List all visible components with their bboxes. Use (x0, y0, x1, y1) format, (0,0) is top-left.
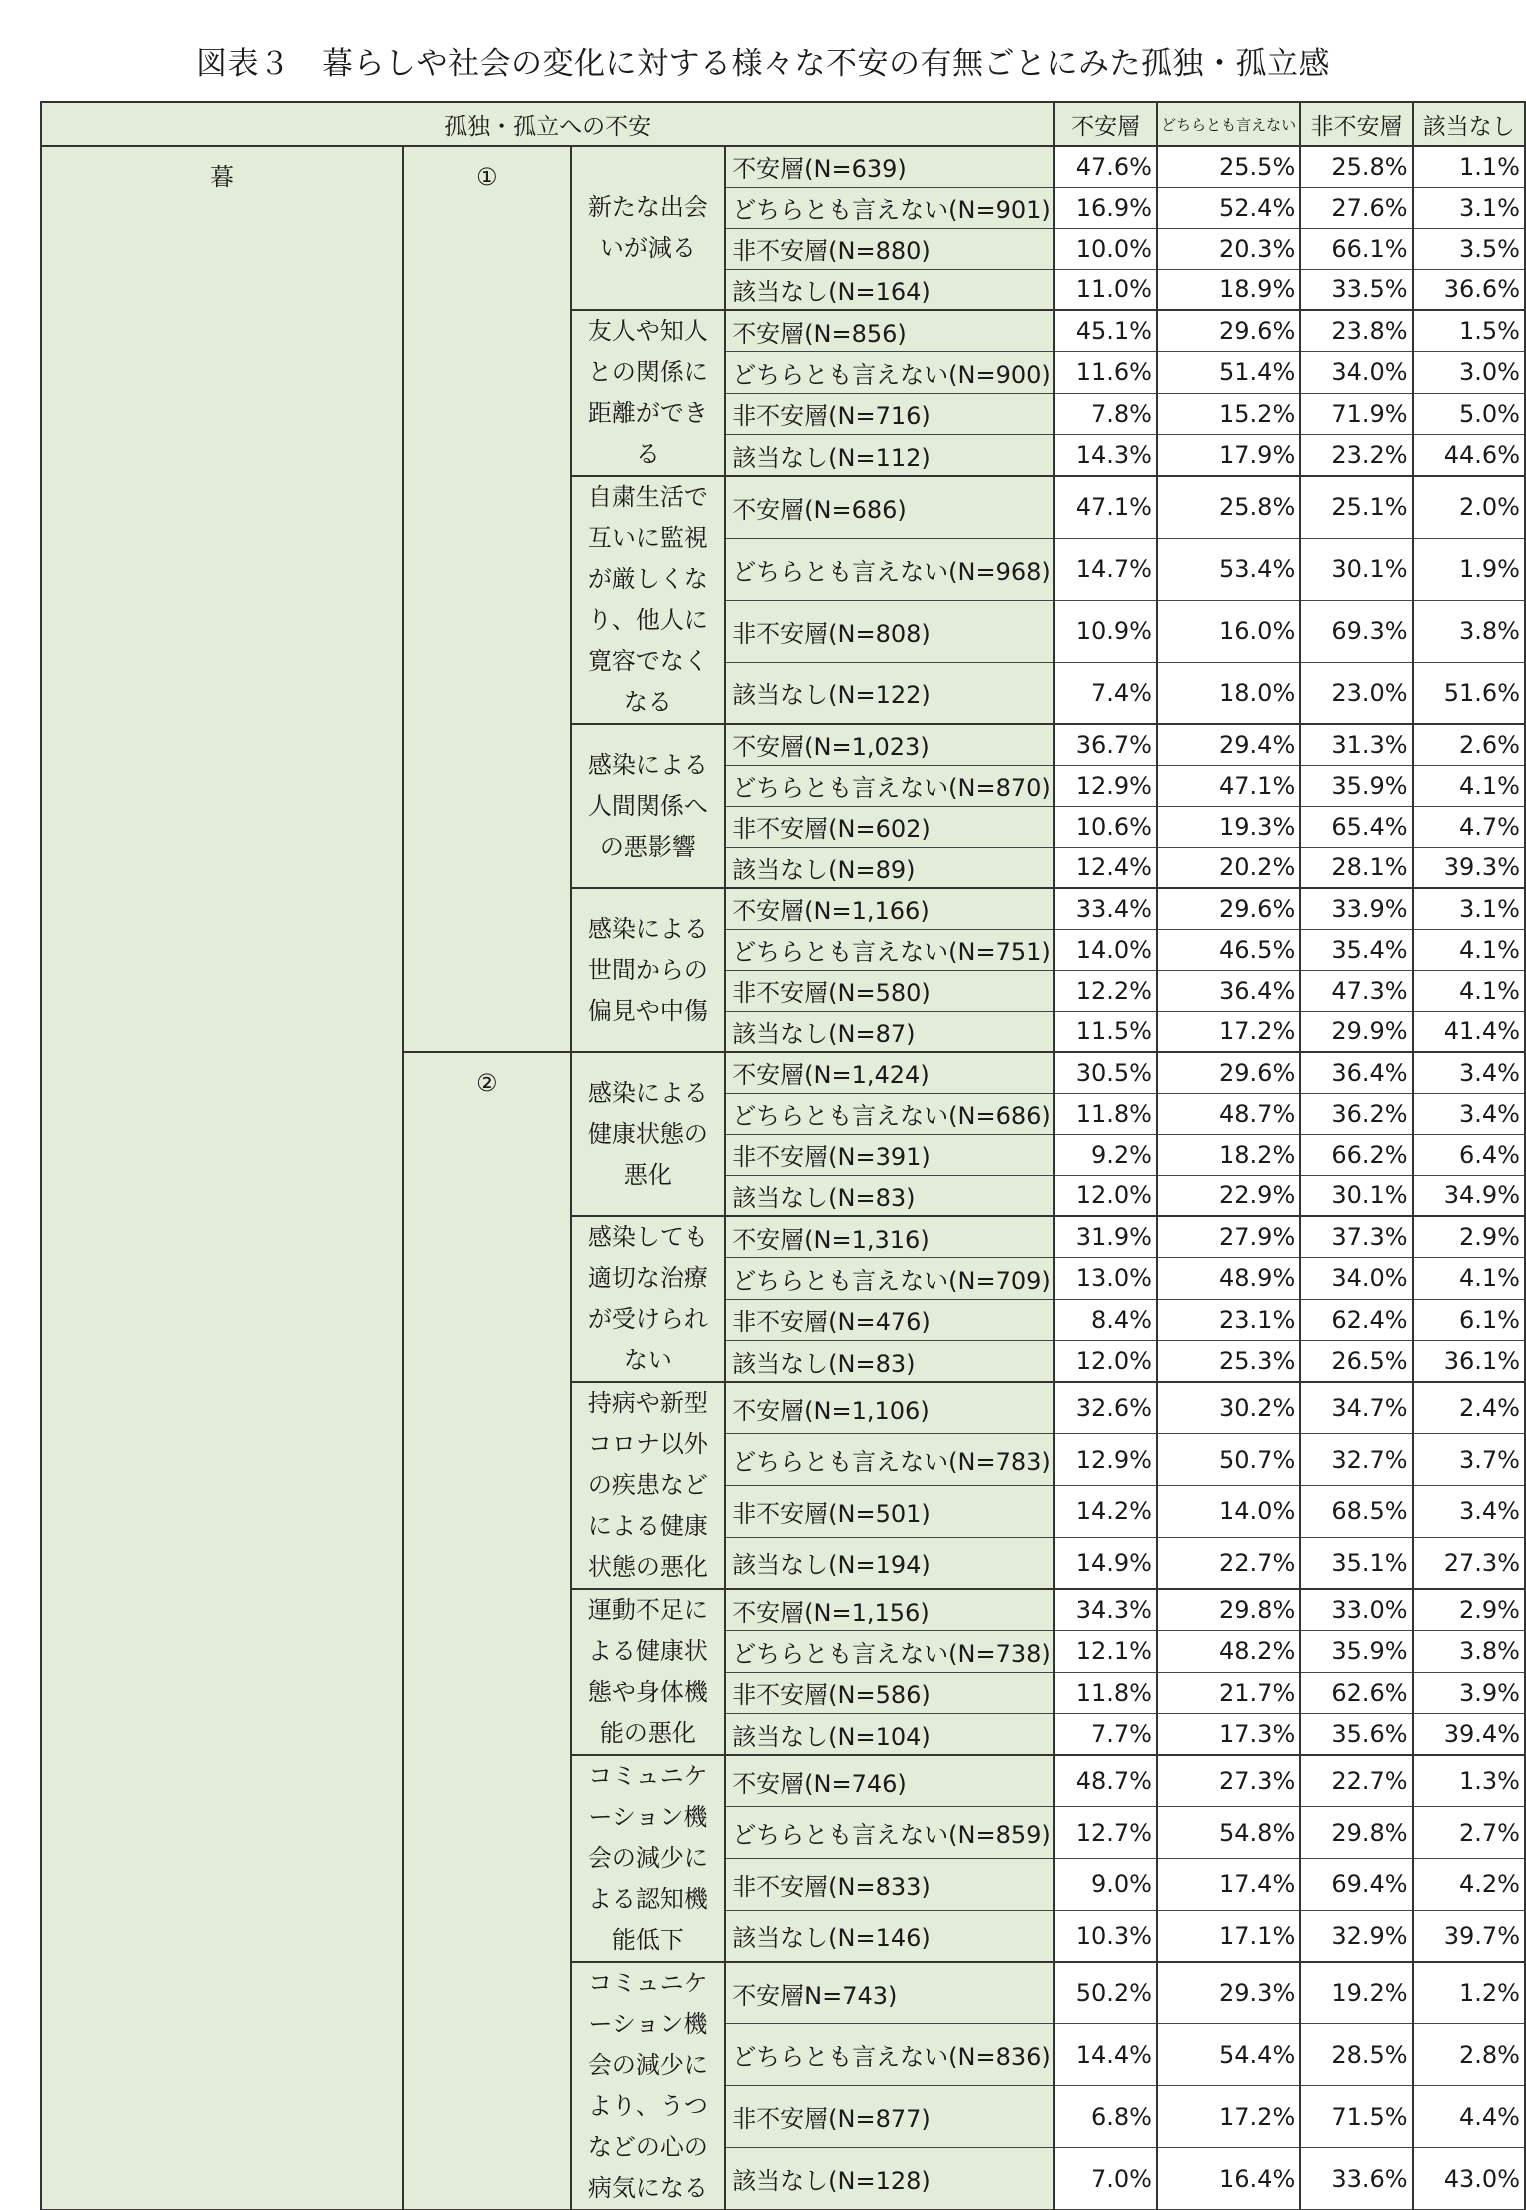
table-row (41, 146, 1525, 187)
value-cell: 6.1% (1413, 1299, 1525, 1341)
segment-label: 該当なし(N=128) (725, 2148, 1054, 2210)
value-cell: 34.9% (1413, 1175, 1525, 1216)
segment-label: 不安層(N=686) (725, 476, 1054, 538)
value-cell: 62.4% (1300, 1299, 1412, 1341)
segment-label: 非不安層(N=391) (725, 1134, 1054, 1175)
value-cell: 35.6% (1300, 1714, 1412, 1756)
value-cell: 36.4% (1157, 970, 1300, 1011)
value-cell: 25.8% (1300, 146, 1412, 187)
value-cell: 9.0% (1054, 1859, 1157, 1911)
value-cell: 33.9% (1300, 888, 1412, 929)
value-cell: 37.3% (1300, 1216, 1412, 1258)
value-cell: 4.7% (1413, 806, 1525, 847)
value-cell: 50.2% (1054, 1962, 1157, 2024)
value-cell: 46.5% (1157, 929, 1300, 970)
value-cell: 11.5% (1054, 1011, 1157, 1052)
value-cell: 16.0% (1157, 600, 1300, 662)
segment-label: 非不安層(N=716) (725, 393, 1054, 435)
segment-label: 該当なし(N=146) (725, 1910, 1054, 1962)
value-cell: 26.5% (1300, 1341, 1412, 1383)
segment-label: 不安層(N=1,156) (725, 1589, 1054, 1631)
value-cell: 11.0% (1054, 269, 1157, 310)
value-cell: 48.2% (1157, 1631, 1300, 1673)
value-cell: 47.1% (1054, 476, 1157, 538)
value-cell: 9.2% (1054, 1134, 1157, 1175)
value-cell: 2.9% (1413, 1589, 1525, 1631)
value-cell: 8.4% (1054, 1299, 1157, 1341)
value-cell: 10.9% (1054, 600, 1157, 662)
value-cell: 2.6% (1413, 724, 1525, 765)
value-cell: 22.9% (1157, 1175, 1300, 1216)
value-cell: 1.3% (1413, 1755, 1525, 1807)
value-cell: 43.0% (1413, 2148, 1525, 2210)
value-cell: 7.4% (1054, 662, 1157, 724)
item-label: 持病や新型コロナ以外の疾患などによる健康状態の悪化 (571, 1382, 726, 1589)
value-cell: 29.8% (1157, 1589, 1300, 1631)
value-cell: 71.9% (1300, 393, 1412, 435)
segment-label: 該当なし(N=83) (725, 1341, 1054, 1383)
value-cell: 4.1% (1413, 929, 1525, 970)
segment-label: 不安層(N=1,424) (725, 1052, 1054, 1093)
value-cell: 18.0% (1157, 662, 1300, 724)
value-cell: 3.8% (1413, 600, 1525, 662)
header-row-label: 孤独・孤立への不安 (41, 102, 1054, 146)
value-cell: 19.2% (1300, 1962, 1412, 2024)
value-cell: 25.8% (1157, 476, 1300, 538)
segment-label: 不安層(N=1,166) (725, 888, 1054, 929)
value-cell: 29.8% (1300, 1807, 1412, 1859)
value-cell: 2.7% (1413, 1807, 1525, 1859)
value-cell: 2.4% (1413, 1382, 1525, 1434)
header-col-neutral: どちらとも言えない (1157, 102, 1300, 146)
header-col-not-applicable: 該当なし (1413, 102, 1525, 146)
value-cell: 4.1% (1413, 970, 1525, 1011)
value-cell: 1.2% (1413, 1962, 1525, 2024)
value-cell: 30.1% (1300, 538, 1412, 600)
value-cell: 28.1% (1300, 847, 1412, 888)
value-cell: 32.6% (1054, 1382, 1157, 1434)
segment-label: 該当なし(N=194) (725, 1537, 1054, 1589)
value-cell: 25.3% (1157, 1341, 1300, 1383)
category-label: ② (403, 1052, 571, 2210)
value-cell: 35.9% (1300, 765, 1412, 806)
value-cell: 33.4% (1054, 888, 1157, 929)
value-cell: 52.4% (1157, 187, 1300, 228)
value-cell: 20.3% (1157, 228, 1300, 269)
value-cell: 48.7% (1054, 1755, 1157, 1807)
segment-label: 該当なし(N=122) (725, 662, 1054, 724)
segment-label: 該当なし(N=83) (725, 1175, 1054, 1216)
value-cell: 39.7% (1413, 1910, 1525, 1962)
value-cell: 3.8% (1413, 1631, 1525, 1673)
value-cell: 12.4% (1054, 847, 1157, 888)
value-cell: 4.1% (1413, 765, 1525, 806)
value-cell: 23.2% (1300, 435, 1412, 477)
value-cell: 17.4% (1157, 1859, 1300, 1911)
value-cell: 12.9% (1054, 765, 1157, 806)
value-cell: 1.9% (1413, 538, 1525, 600)
value-cell: 12.2% (1054, 970, 1157, 1011)
value-cell: 29.6% (1157, 310, 1300, 352)
segment-label: 該当なし(N=112) (725, 435, 1054, 477)
value-cell: 68.5% (1300, 1486, 1412, 1538)
value-cell: 16.4% (1157, 2148, 1300, 2210)
header-col-not-anxious: 非不安層 (1300, 102, 1412, 146)
table-body (41, 146, 1525, 2210)
value-cell: 48.7% (1157, 1093, 1300, 1134)
value-cell: 6.8% (1054, 2086, 1157, 2148)
value-cell: 39.3% (1413, 847, 1525, 888)
segment-label: どちらとも言えない(N=836) (725, 2024, 1054, 2086)
value-cell: 12.7% (1054, 1807, 1157, 1859)
segment-label: 非不安層(N=808) (725, 600, 1054, 662)
segment-label: どちらとも言えない(N=870) (725, 765, 1054, 806)
data-table (40, 101, 1526, 2210)
value-cell: 17.3% (1157, 1714, 1300, 1756)
value-cell: 28.5% (1300, 2024, 1412, 2086)
category-label: ① (403, 146, 571, 1052)
value-cell: 31.9% (1054, 1216, 1157, 1258)
segment-label: 該当なし(N=104) (725, 1714, 1054, 1756)
value-cell: 69.4% (1300, 1859, 1412, 1911)
value-cell: 3.4% (1413, 1052, 1525, 1093)
value-cell: 36.7% (1054, 724, 1157, 765)
value-cell: 25.5% (1157, 146, 1300, 187)
header-col-anxious: 不安層 (1054, 102, 1157, 146)
value-cell: 44.6% (1413, 435, 1525, 477)
segment-label: 非不安層(N=833) (725, 1859, 1054, 1911)
segment-label: 非不安層(N=476) (725, 1299, 1054, 1341)
value-cell: 69.3% (1300, 600, 1412, 662)
item-label: 友人や知人との関係に距離ができる (571, 310, 726, 476)
value-cell: 16.9% (1054, 187, 1157, 228)
value-cell: 17.2% (1157, 1011, 1300, 1052)
value-cell: 12.9% (1054, 1434, 1157, 1486)
value-cell: 66.1% (1300, 228, 1412, 269)
value-cell: 34.0% (1300, 352, 1412, 394)
value-cell: 14.2% (1054, 1486, 1157, 1538)
value-cell: 14.7% (1054, 538, 1157, 600)
value-cell: 29.6% (1157, 888, 1300, 929)
value-cell: 3.5% (1413, 228, 1525, 269)
value-cell: 36.1% (1413, 1341, 1525, 1383)
value-cell: 36.2% (1300, 1093, 1412, 1134)
value-cell: 2.8% (1413, 2024, 1525, 2086)
segment-label: どちらとも言えない(N=859) (725, 1807, 1054, 1859)
value-cell: 12.0% (1054, 1341, 1157, 1383)
segment-label: 非不安層(N=602) (725, 806, 1054, 847)
item-label: コミュニケーション機会の減少による認知機能低下 (571, 1755, 726, 1962)
segment-label: 非不安層(N=580) (725, 970, 1054, 1011)
value-cell: 47.6% (1054, 146, 1157, 187)
value-cell: 62.6% (1300, 1672, 1412, 1714)
value-cell: 14.3% (1054, 435, 1157, 477)
value-cell: 34.3% (1054, 1589, 1157, 1631)
segment-label: 不安層(N=1,023) (725, 724, 1054, 765)
value-cell: 31.3% (1300, 724, 1412, 765)
value-cell: 32.9% (1300, 1910, 1412, 1962)
page-title: 図表３ 暮らしや社会の変化に対する様々な不安の有無ごとにみた孤独・孤立感 (196, 46, 1330, 82)
value-cell: 22.7% (1157, 1537, 1300, 1589)
item-label: 自粛生活で互いに監視が厳しくなり、他人に寛容でなくなる (571, 476, 726, 724)
segment-label: 不安層(N=856) (725, 310, 1054, 352)
value-cell: 14.0% (1054, 929, 1157, 970)
segment-label: どちらとも言えない(N=900) (725, 352, 1054, 394)
value-cell: 11.6% (1054, 352, 1157, 394)
value-cell: 54.4% (1157, 2024, 1300, 2086)
value-cell: 27.6% (1300, 187, 1412, 228)
value-cell: 4.2% (1413, 1859, 1525, 1911)
value-cell: 27.3% (1413, 1537, 1525, 1589)
segment-label: 不安層(N=746) (725, 1755, 1054, 1807)
value-cell: 17.9% (1157, 435, 1300, 477)
value-cell: 23.1% (1157, 1299, 1300, 1341)
value-cell: 36.4% (1300, 1052, 1412, 1093)
value-cell: 29.4% (1157, 724, 1300, 765)
value-cell: 7.0% (1054, 2148, 1157, 2210)
segment-label: 不安層N=743) (725, 1962, 1054, 2024)
value-cell: 30.1% (1300, 1175, 1412, 1216)
segment-label: 非不安層(N=501) (725, 1486, 1054, 1538)
value-cell: 51.4% (1157, 352, 1300, 394)
value-cell: 10.6% (1054, 806, 1157, 847)
value-cell: 29.6% (1157, 1052, 1300, 1093)
item-label: コミュニケーション機会の減少により、うつなどの心の病気になる (571, 1962, 726, 2210)
value-cell: 12.0% (1054, 1175, 1157, 1216)
value-cell: 50.7% (1157, 1434, 1300, 1486)
value-cell: 14.9% (1054, 1537, 1157, 1589)
value-cell: 29.3% (1157, 1962, 1300, 2024)
value-cell: 11.8% (1054, 1672, 1157, 1714)
value-cell: 34.7% (1300, 1382, 1412, 1434)
value-cell: 17.2% (1157, 2086, 1300, 2148)
segment-label: 該当なし(N=164) (725, 269, 1054, 310)
item-label: 感染しても適切な治療が受けられない (571, 1216, 726, 1382)
value-cell: 1.1% (1413, 146, 1525, 187)
value-cell: 12.1% (1054, 1631, 1157, 1673)
item-label: 新たな出会いが減る (571, 146, 726, 310)
segment-label: 不安層(N=639) (725, 146, 1054, 187)
value-cell: 23.0% (1300, 662, 1412, 724)
value-cell: 20.2% (1157, 847, 1300, 888)
segment-label: 該当なし(N=87) (725, 1011, 1054, 1052)
value-cell: 10.0% (1054, 228, 1157, 269)
value-cell: 34.0% (1300, 1258, 1412, 1300)
item-label: 感染による世間からの偏見や中傷 (571, 888, 726, 1052)
value-cell: 2.0% (1413, 476, 1525, 538)
segment-label: どちらとも言えない(N=783) (725, 1434, 1054, 1486)
value-cell: 3.4% (1413, 1093, 1525, 1134)
value-cell: 30.2% (1157, 1382, 1300, 1434)
value-cell: 3.0% (1413, 352, 1525, 394)
segment-label: どちらとも言えない(N=751) (725, 929, 1054, 970)
value-cell: 13.0% (1054, 1258, 1157, 1300)
item-label: 運動不足による健康状態や身体機能の悪化 (571, 1589, 726, 1755)
value-cell: 66.2% (1300, 1134, 1412, 1175)
value-cell: 17.1% (1157, 1910, 1300, 1962)
value-cell: 3.7% (1413, 1434, 1525, 1486)
value-cell: 27.9% (1157, 1216, 1300, 1258)
value-cell: 3.9% (1413, 1672, 1525, 1714)
segment-label: 不安層(N=1,316) (725, 1216, 1054, 1258)
value-cell: 25.1% (1300, 476, 1412, 538)
value-cell: 35.1% (1300, 1537, 1412, 1589)
value-cell: 5.0% (1413, 393, 1525, 435)
value-cell: 1.5% (1413, 310, 1525, 352)
value-cell: 47.1% (1157, 765, 1300, 806)
value-cell: 15.2% (1157, 393, 1300, 435)
item-label: 感染による人間関係への悪影響 (571, 724, 726, 888)
item-label: 感染による健康状態の悪化 (571, 1052, 726, 1216)
segment-label: どちらとも言えない(N=901) (725, 187, 1054, 228)
value-cell: 32.7% (1300, 1434, 1412, 1486)
value-cell: 36.6% (1413, 269, 1525, 310)
value-cell: 48.9% (1157, 1258, 1300, 1300)
segment-label: 該当なし(N=89) (725, 847, 1054, 888)
segment-label: どちらとも言えない(N=686) (725, 1093, 1054, 1134)
value-cell: 10.3% (1054, 1910, 1157, 1962)
value-cell: 3.4% (1413, 1486, 1525, 1538)
segment-label: 非不安層(N=880) (725, 228, 1054, 269)
value-cell: 65.4% (1300, 806, 1412, 847)
header-row (41, 102, 1525, 146)
value-cell: 45.1% (1054, 310, 1157, 352)
value-cell: 3.1% (1413, 187, 1525, 228)
value-cell: 2.9% (1413, 1216, 1525, 1258)
segment-label: どちらとも言えない(N=968) (725, 538, 1054, 600)
outer-category-label: 暮 (41, 146, 403, 2210)
value-cell: 3.1% (1413, 888, 1525, 929)
value-cell: 54.8% (1157, 1807, 1300, 1859)
value-cell: 23.8% (1300, 310, 1412, 352)
value-cell: 35.9% (1300, 1631, 1412, 1673)
value-cell: 71.5% (1300, 2086, 1412, 2148)
value-cell: 35.4% (1300, 929, 1412, 970)
value-cell: 30.5% (1054, 1052, 1157, 1093)
value-cell: 7.8% (1054, 393, 1157, 435)
value-cell: 14.0% (1157, 1486, 1300, 1538)
segment-label: どちらとも言えない(N=709) (725, 1258, 1054, 1300)
value-cell: 41.4% (1413, 1011, 1525, 1052)
value-cell: 4.4% (1413, 2086, 1525, 2148)
value-cell: 53.4% (1157, 538, 1300, 600)
value-cell: 19.3% (1157, 806, 1300, 847)
value-cell: 47.3% (1300, 970, 1412, 1011)
value-cell: 21.7% (1157, 1672, 1300, 1714)
value-cell: 11.8% (1054, 1093, 1157, 1134)
segment-label: 非不安層(N=586) (725, 1672, 1054, 1714)
value-cell: 33.5% (1300, 269, 1412, 310)
value-cell: 33.0% (1300, 1589, 1412, 1631)
value-cell: 14.4% (1054, 2024, 1157, 2086)
value-cell: 33.6% (1300, 2148, 1412, 2210)
value-cell: 7.7% (1054, 1714, 1157, 1756)
value-cell: 51.6% (1413, 662, 1525, 724)
segment-label: 不安層(N=1,106) (725, 1382, 1054, 1434)
value-cell: 18.2% (1157, 1134, 1300, 1175)
value-cell: 39.4% (1413, 1714, 1525, 1756)
value-cell: 18.9% (1157, 269, 1300, 310)
segment-label: どちらとも言えない(N=738) (725, 1631, 1054, 1673)
value-cell: 29.9% (1300, 1011, 1412, 1052)
value-cell: 27.3% (1157, 1755, 1300, 1807)
value-cell: 22.7% (1300, 1755, 1412, 1807)
value-cell: 4.1% (1413, 1258, 1525, 1300)
value-cell: 6.4% (1413, 1134, 1525, 1175)
segment-label: 非不安層(N=877) (725, 2086, 1054, 2148)
